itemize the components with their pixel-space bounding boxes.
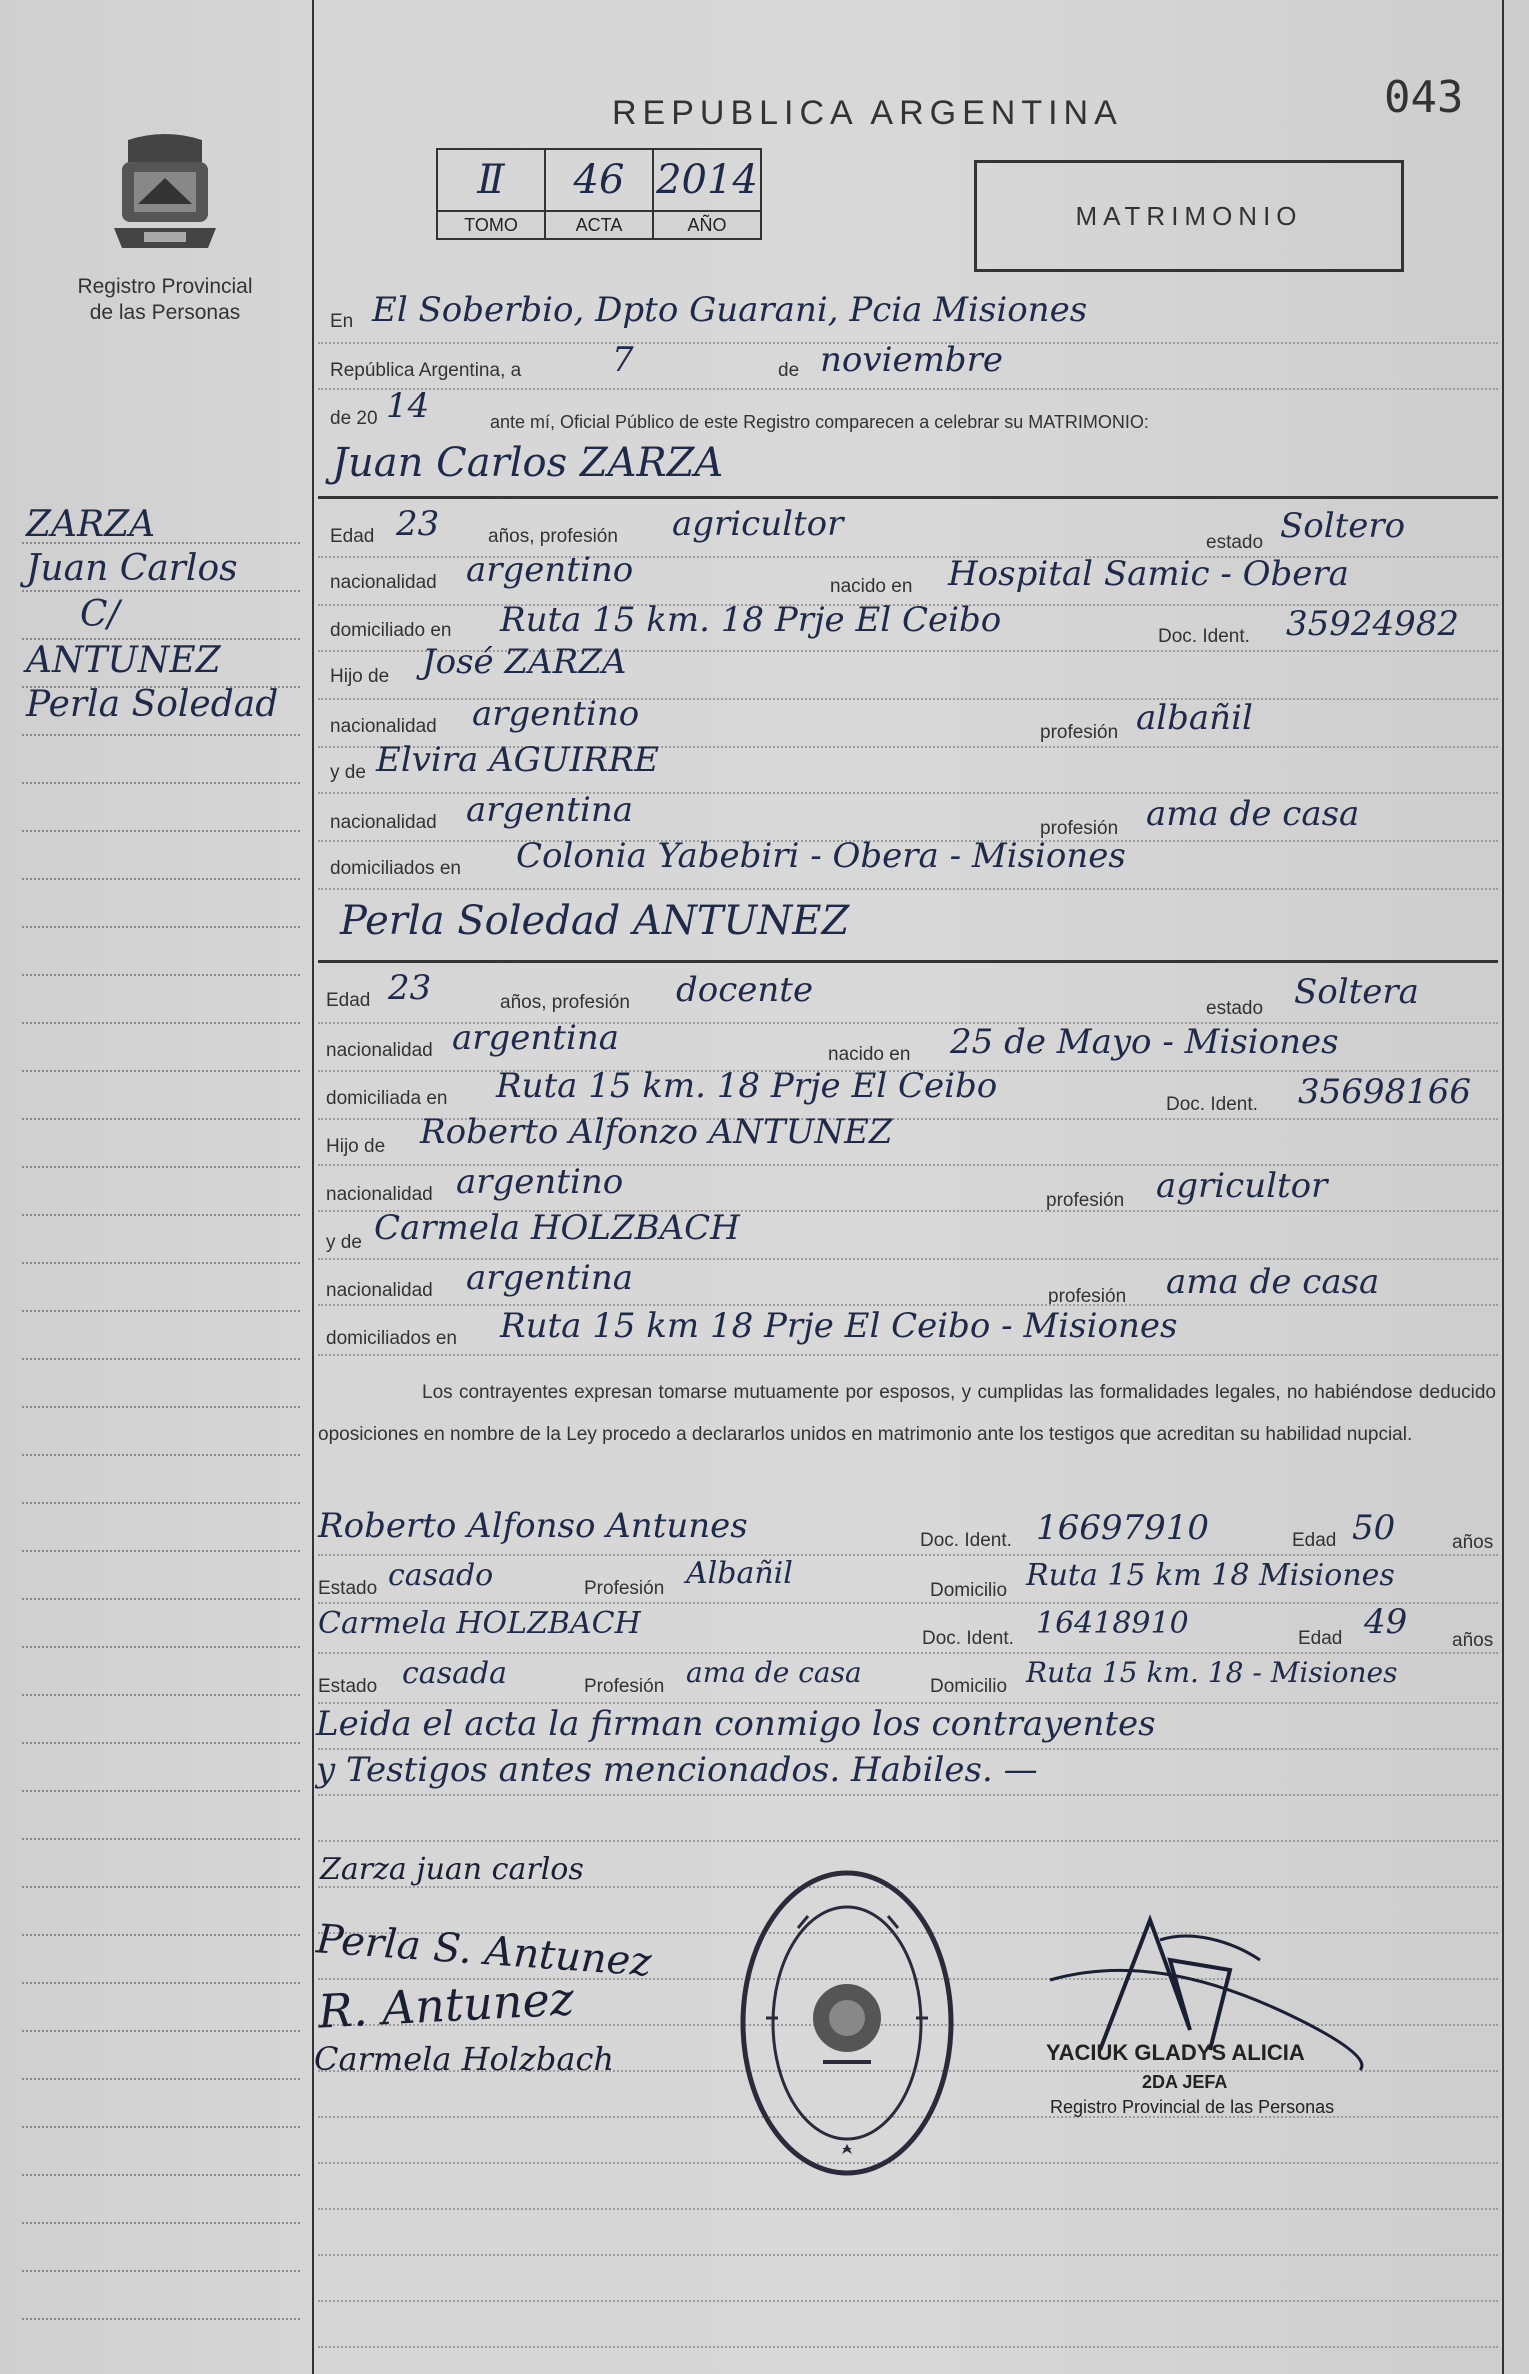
- profesion-label: profesión: [1040, 818, 1119, 839]
- margin-note-connector: C/: [80, 594, 120, 635]
- margin-dotted-line: [22, 2318, 300, 2321]
- profesion-label: Profesión: [584, 1578, 665, 1599]
- witness1-signature: R. Antunez: [316, 1971, 576, 2039]
- official-registry: Registro Provincial de las Personas: [1050, 2097, 1335, 2117]
- registry-line-2: de las Personas: [89, 301, 241, 324]
- edad-label: Edad: [326, 990, 371, 1011]
- acta-label: ACTA: [545, 211, 653, 239]
- bride-father-profession: agricultor: [1156, 1166, 1328, 1206]
- bride-address: Ruta 15 km. 18 Prje El Ceibo: [496, 1066, 998, 1106]
- section-rule: [318, 960, 1498, 963]
- margin-column: [0, 0, 312, 2374]
- margin-dotted-line: [22, 878, 300, 881]
- margin-dotted-line: [22, 1502, 300, 1505]
- groom-document: 35924982: [1286, 604, 1460, 644]
- groom-mother-nationality: argentina: [466, 790, 634, 830]
- nacionalidad-label: nacionalidad: [330, 572, 437, 593]
- witness1-marital-status: casado: [388, 1558, 494, 1593]
- form-line: [318, 2254, 1498, 2257]
- form-line: [318, 1840, 1498, 1843]
- tomo-value: Ⅱ: [437, 149, 545, 211]
- bride-mother-profession: ama de casa: [1166, 1262, 1380, 1302]
- margin-dotted-line: [22, 830, 300, 833]
- domiciliado-en-label: domiciliado en: [330, 620, 452, 641]
- groom-father-nationality: argentino: [472, 694, 640, 734]
- closing-line-2: y Testigos antes mencionados. Habiles. —: [316, 1750, 1038, 1790]
- margin-dotted-line: [22, 1934, 300, 1937]
- bride-marital-status: Soltera: [1294, 972, 1419, 1012]
- republica-label: República Argentina, a: [330, 360, 522, 381]
- bride-mother: Carmela HOLZBACH: [374, 1208, 740, 1248]
- margin-dotted-line: [22, 1118, 300, 1121]
- margin-dotted-line: [22, 1982, 300, 1985]
- y-de-label: y de: [326, 1232, 362, 1253]
- marriage-place: El Soberbio, Dpto Guarani, Pcia Misiones: [372, 290, 1088, 330]
- domiciliados-en-label: domiciliados en: [326, 1328, 457, 1349]
- groom-father-profession: albañil: [1136, 698, 1253, 738]
- form-line: [318, 1554, 1498, 1557]
- en-label: En: [330, 311, 354, 332]
- margin-divider: [312, 0, 314, 2374]
- estado-label: estado: [1206, 998, 1264, 1019]
- margin-note-bride-surname: ANTUNEZ: [26, 640, 221, 681]
- margin-dotted-line: [22, 1886, 300, 1889]
- margin-dotted-line: [22, 2030, 300, 2033]
- registry-stamp-icon: [738, 1868, 956, 2178]
- domiciliada-en-label: domiciliada en: [326, 1088, 448, 1109]
- margin-dotted-line: [22, 2078, 300, 2081]
- margin-note-surname: ZARZA: [26, 504, 156, 545]
- groom-marital-status: Soltero: [1280, 506, 1406, 546]
- witness1-document: 16697910: [1036, 1508, 1210, 1548]
- bride-mother-nationality: argentina: [466, 1258, 634, 1298]
- margin-dotted-line: [22, 1694, 300, 1697]
- margin-dotted-line: [22, 590, 300, 593]
- margin-dotted-line: [22, 2222, 300, 2225]
- margin-dotted-line: [22, 1790, 300, 1793]
- margin-note-given-name: Juan Carlos: [26, 548, 238, 589]
- right-border: [1502, 0, 1504, 2374]
- bride-name: Perla Soledad ANTUNEZ: [340, 898, 850, 944]
- margin-dotted-line: [22, 638, 300, 641]
- bride-parents-address: Ruta 15 km 18 Prje El Ceibo - Misiones: [500, 1306, 1178, 1346]
- margin-dotted-line: [22, 542, 300, 545]
- witness2-document: 16418910: [1036, 1606, 1189, 1641]
- nacido-en-label: nacido en: [828, 1044, 911, 1065]
- margin-dotted-line: [22, 2126, 300, 2129]
- nacionalidad-label: nacionalidad: [326, 1040, 433, 1061]
- margin-dotted-line: [22, 974, 300, 977]
- bride-father: Roberto Alfonzo ANTUNEZ: [420, 1112, 893, 1152]
- bride-father-nationality: argentino: [456, 1162, 624, 1202]
- anos-label: años: [1452, 1532, 1494, 1553]
- margin-dotted-line: [22, 1166, 300, 1169]
- anos-profesion-label: años, profesión: [488, 526, 618, 547]
- doc-ident-label: Doc. Ident.: [922, 1628, 1014, 1649]
- form-line: [318, 2208, 1498, 2211]
- margin-dotted-line: [22, 686, 300, 689]
- official-name: YACIUK GLADYS ALICIA: [1046, 2040, 1305, 2065]
- edad-label: Edad: [1292, 1530, 1337, 1551]
- form-line: [318, 2300, 1498, 2303]
- groom-name: Juan Carlos ZARZA: [332, 440, 724, 486]
- bride-profession: docente: [676, 970, 814, 1010]
- y-de-label: y de: [330, 762, 366, 783]
- form-line: [318, 1602, 1498, 1605]
- edad-label: Edad: [1298, 1628, 1343, 1649]
- domicilio-label: Domicilio: [930, 1580, 1008, 1601]
- de-label: de: [778, 360, 800, 381]
- declaration-paragraph: Los contrayentes expresan tomarse mutuamente por esposos, y cumplidas las formalidades legales, no habiéndose deducido oposiciones en nombre de la Ley procedo a declararlos unidos en matrimonio ante los testigos que acreditan su habilidad nupcial.: [318, 1382, 1496, 1445]
- ano-value: 2014: [653, 149, 761, 211]
- domicilio-label: Domicilio: [930, 1676, 1008, 1697]
- margin-dotted-line: [22, 1550, 300, 1553]
- margin-dotted-line: [22, 1646, 300, 1649]
- groom-parents-address: Colonia Yabebiri - Obera - Misiones: [516, 836, 1126, 876]
- groom-father: José ZARZA: [422, 642, 627, 682]
- profesion-label: profesión: [1040, 722, 1119, 743]
- margin-dotted-line: [22, 2174, 300, 2177]
- hijo-de-label: Hijo de: [330, 666, 390, 687]
- form-line: [318, 388, 1498, 391]
- edad-label: Edad: [330, 526, 375, 547]
- tomo-label: TOMO: [437, 211, 545, 239]
- header-title: REPUBLICA ARGENTINA: [612, 94, 1123, 132]
- form-line: [318, 2346, 1498, 2349]
- profesion-label: Profesión: [584, 1676, 665, 1697]
- margin-dotted-line: [22, 1406, 300, 1409]
- form-line: [318, 1794, 1498, 1797]
- tomo-acta-ano-table: [436, 148, 762, 240]
- marriage-day: 7: [612, 340, 634, 380]
- margin-dotted-line: [22, 1310, 300, 1313]
- form-line: [318, 888, 1498, 891]
- nacido-en-label: nacido en: [830, 576, 913, 597]
- form-line: [318, 1652, 1498, 1655]
- nacionalidad-label: nacionalidad: [326, 1184, 433, 1205]
- registry-line-1: Registro Provincial: [77, 275, 253, 298]
- folio-number: 043: [1384, 72, 1464, 123]
- margin-dotted-line: [22, 2270, 300, 2273]
- margin-note-bride-given-name: Perla Soledad: [26, 684, 279, 725]
- registry-title: [40, 274, 290, 326]
- closing-line-1: Leida el acta la firman conmigo los contrayentes: [316, 1704, 1156, 1744]
- section-rule: [318, 496, 1498, 499]
- form-line: [318, 1354, 1498, 1357]
- document-type-box: [974, 160, 1404, 272]
- groom-address: Ruta 15 km. 18 Prje El Ceibo: [500, 600, 1002, 640]
- profesion-label: profesión: [1046, 1190, 1125, 1211]
- nacionalidad-label: nacionalidad: [330, 716, 437, 737]
- witness1-age: 50: [1352, 1508, 1396, 1548]
- doc-ident-label: Doc. Ident.: [1158, 626, 1250, 647]
- estado-label: Estado: [318, 1578, 378, 1599]
- witness2-age: 49: [1364, 1602, 1408, 1642]
- ano-label: AÑO: [653, 211, 761, 239]
- margin-dotted-line: [22, 1598, 300, 1601]
- witness2-profession: ama de casa: [686, 1656, 862, 1689]
- bride-birthplace: 25 de Mayo - Misiones: [950, 1022, 1339, 1062]
- profesion-label: profesión: [1048, 1286, 1127, 1307]
- bride-document: 35698166: [1298, 1072, 1472, 1112]
- margin-dotted-line: [22, 1022, 300, 1025]
- margin-dotted-line: [22, 1838, 300, 1841]
- witness1-address: Ruta 15 km 18 Misiones: [1026, 1558, 1395, 1593]
- domiciliados-en-label: domiciliados en: [330, 858, 461, 879]
- groom-age: 23: [396, 504, 440, 544]
- year-label: de 20: [330, 408, 378, 429]
- bride-signature: Perla S. Antunez: [314, 1916, 653, 1986]
- marriage-month: noviembre: [820, 340, 1003, 380]
- witness2-marital-status: casada: [402, 1656, 508, 1691]
- margin-dotted-line: [22, 1070, 300, 1073]
- margin-dotted-line: [22, 734, 300, 737]
- witness2-name: Carmela HOLZBACH: [318, 1606, 641, 1641]
- anos-label: años: [1452, 1630, 1494, 1651]
- estado-label: estado: [1206, 532, 1264, 553]
- groom-nationality: argentino: [466, 550, 634, 590]
- margin-dotted-line: [22, 1214, 300, 1217]
- witness1-profession: Albañil: [686, 1556, 793, 1591]
- margin-dotted-line: [22, 1358, 300, 1361]
- groom-profession: agricultor: [672, 504, 844, 544]
- groom-birthplace: Hospital Samic - Obera: [948, 554, 1349, 594]
- groom-signature: Zarza juan carlos: [320, 1852, 584, 1887]
- margin-dotted-line: [22, 926, 300, 929]
- acta-value: 46: [545, 149, 653, 211]
- witness2-signature: Carmela Holzbach: [314, 2040, 614, 2078]
- official-title: 2DA JEFA: [1142, 2072, 1228, 2092]
- marriage-year: 14: [386, 386, 430, 426]
- groom-mother-profession: ama de casa: [1146, 794, 1360, 834]
- margin-dotted-line: [22, 1454, 300, 1457]
- provincial-seal-icon: [108, 132, 222, 258]
- anos-profesion-label: años, profesión: [500, 992, 630, 1013]
- margin-dotted-line: [22, 1262, 300, 1265]
- witness2-address: Ruta 15 km. 18 - Misiones: [1026, 1656, 1398, 1689]
- nacionalidad-label: nacionalidad: [330, 812, 437, 833]
- estado-label: Estado: [318, 1676, 378, 1697]
- margin-dotted-line: [22, 782, 300, 785]
- hijo-de-label: Hijo de: [326, 1136, 386, 1157]
- witness1-name: Roberto Alfonso Antunes: [318, 1506, 748, 1546]
- margin-dotted-line: [22, 1742, 300, 1745]
- doc-ident-label: Doc. Ident.: [920, 1530, 1012, 1551]
- groom-mother: Elvira AGUIRRE: [376, 740, 659, 780]
- nacionalidad-label: nacionalidad: [326, 1280, 433, 1301]
- document-type-label: MATRIMONIO: [1075, 200, 1303, 231]
- ante-text: ante mí, Oficial Público de este Registro comparecen a celebrar su MATRIMONIO:: [490, 412, 1149, 432]
- bride-age: 23: [388, 968, 432, 1008]
- doc-ident-label: Doc. Ident.: [1166, 1094, 1258, 1115]
- bride-nationality: argentina: [452, 1018, 620, 1058]
